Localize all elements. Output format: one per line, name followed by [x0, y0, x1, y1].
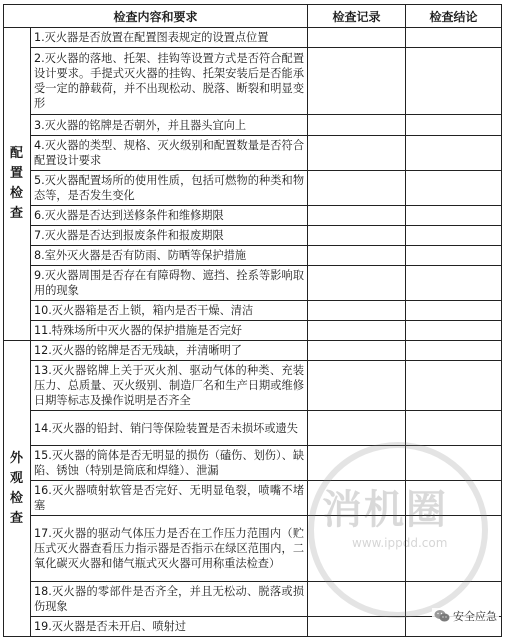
result-cell[interactable] — [406, 301, 502, 321]
item-text: 3.灭火器的铭牌是否朝外，并且器头宜向上 — [31, 115, 308, 136]
table-row — [4, 226, 502, 246]
item-text: 10.灭火器箱是否上锁，箱内是否干燥、清洁 — [31, 301, 308, 321]
result-cell[interactable] — [406, 321, 502, 341]
record-cell[interactable] — [308, 446, 406, 481]
record-cell[interactable] — [308, 266, 406, 301]
result-cell[interactable] — [406, 266, 502, 301]
result-cell[interactable] — [406, 481, 502, 516]
record-cell[interactable] — [308, 136, 406, 171]
watermark-logo-text: 消机圈 — [322, 487, 448, 533]
item-text: 1.灭火器是否放置在配置图表规定的设置点位置 — [31, 28, 308, 48]
table-row — [4, 481, 502, 516]
table-row — [4, 361, 502, 411]
result-cell[interactable] — [406, 341, 502, 361]
result-cell[interactable] — [406, 226, 502, 246]
record-cell[interactable] — [308, 361, 406, 411]
result-cell[interactable] — [406, 411, 502, 446]
header-content: 检查内容和要求 — [4, 5, 308, 28]
table-row — [4, 617, 502, 637]
table-row — [4, 411, 502, 446]
item-text: 17.灭火器的驱动气体压力是否在工作压力范围内（贮压式灭火器查看压力指示器是否指示在绿区范围内，二氧化碳灭火器和储气瓶式灭火器可用称重法检查） — [31, 516, 308, 582]
result-cell[interactable] — [406, 246, 502, 266]
item-text: 4.灭火器的类型、规格、灭火级别和配置数量是否符合配置设计要求 — [31, 136, 308, 171]
table-row — [4, 301, 502, 321]
record-cell[interactable] — [308, 226, 406, 246]
group-appearance-label: 外观检查 — [4, 341, 31, 637]
table-row — [4, 28, 502, 48]
header-record: 检查记录 — [308, 5, 406, 28]
result-cell[interactable] — [406, 48, 502, 115]
result-cell[interactable] — [406, 361, 502, 411]
item-text: 15.灭火器的筒体是否无明显的损伤（磕伤、划伤）、缺陷、锈蚀（特别是筒底和焊缝）、泄漏 — [31, 446, 308, 481]
record-cell[interactable] — [308, 48, 406, 115]
item-text: 13.灭火器铭牌上关于灭火剂、驱动气体的种类、充装压力、总质量、灭火级别、制造厂名和生产日期或维修日期等标志及操作说明是否齐全 — [31, 361, 308, 411]
item-text: 6.灭火器是否达到送修条件和维修期限 — [31, 206, 308, 226]
wechat-label: 安全应急 — [453, 610, 497, 623]
record-cell[interactable] — [308, 301, 406, 321]
wechat-icon — [434, 609, 450, 623]
record-cell[interactable] — [308, 206, 406, 226]
inspection-table — [3, 4, 502, 637]
table-row — [4, 341, 502, 361]
record-cell[interactable] — [308, 617, 406, 637]
item-text: 2.灭火器的落地、托架、挂钩等设置方式是否符合配置设计要求。手提式灭火器的挂钩、托架安装后是否能承受一定的静载荷，并不出现松动、脱落、断裂和明显变形 — [31, 48, 308, 115]
header-row — [4, 5, 502, 28]
item-text: 19.灭火器是否未开启、喷射过 — [31, 617, 308, 637]
item-text: 14.灭火器的铅封、销闩等保险装置是否未损坏或遗失 — [31, 411, 308, 446]
item-text: 16.灭火器喷射软管是否完好、无明显龟裂，喷嘴不堵塞 — [31, 481, 308, 516]
result-cell[interactable] — [406, 136, 502, 171]
wechat-tag — [432, 608, 499, 624]
item-text: 12.灭火器的铭牌是否无残缺，并清晰明了 — [31, 341, 308, 361]
result-cell[interactable] — [406, 115, 502, 136]
result-cell[interactable] — [406, 446, 502, 481]
table-row — [4, 115, 502, 136]
table-row — [4, 321, 502, 341]
record-cell[interactable] — [308, 246, 406, 266]
item-text: 5.灭火器配置场所的使用性质，包括可燃物的种类和物态等，是否发生变化 — [31, 171, 308, 206]
record-cell[interactable] — [308, 481, 406, 516]
item-text: 11.特殊场所中灭火器的保护措施是否完好 — [31, 321, 308, 341]
group-config-label: 配置检查 — [4, 28, 31, 341]
header-result: 检查结论 — [406, 5, 502, 28]
record-cell[interactable] — [308, 411, 406, 446]
table-row — [4, 206, 502, 226]
result-cell[interactable] — [406, 171, 502, 206]
record-cell[interactable] — [308, 516, 406, 582]
record-cell[interactable] — [308, 321, 406, 341]
record-cell[interactable] — [308, 582, 406, 617]
item-text: 8.室外灭火器是否有防雨、防晒等保护措施 — [31, 246, 308, 266]
item-text: 18.灭火器的零部件是否齐全，并且无松动、脱落或损伤现象 — [31, 582, 308, 617]
record-cell[interactable] — [308, 115, 406, 136]
table-row — [4, 136, 502, 171]
result-cell[interactable] — [406, 206, 502, 226]
table-row — [4, 171, 502, 206]
record-cell[interactable] — [308, 28, 406, 48]
result-cell[interactable] — [406, 28, 502, 48]
record-cell[interactable] — [308, 341, 406, 361]
table-row — [4, 516, 502, 582]
item-text: 9.灭火器周围是否存在有障碍物、遮挡、拴系等影响取用的现象 — [31, 266, 308, 301]
table-row — [4, 582, 502, 617]
item-text: 7.灭火器是否达到报废条件和报废期限 — [31, 226, 308, 246]
table-row — [4, 246, 502, 266]
table-row — [4, 48, 502, 115]
table-row — [4, 446, 502, 481]
table-row — [4, 266, 502, 301]
result-cell[interactable] — [406, 516, 502, 582]
record-cell[interactable] — [308, 171, 406, 206]
watermark-url: www.ippdd.com — [352, 536, 448, 550]
